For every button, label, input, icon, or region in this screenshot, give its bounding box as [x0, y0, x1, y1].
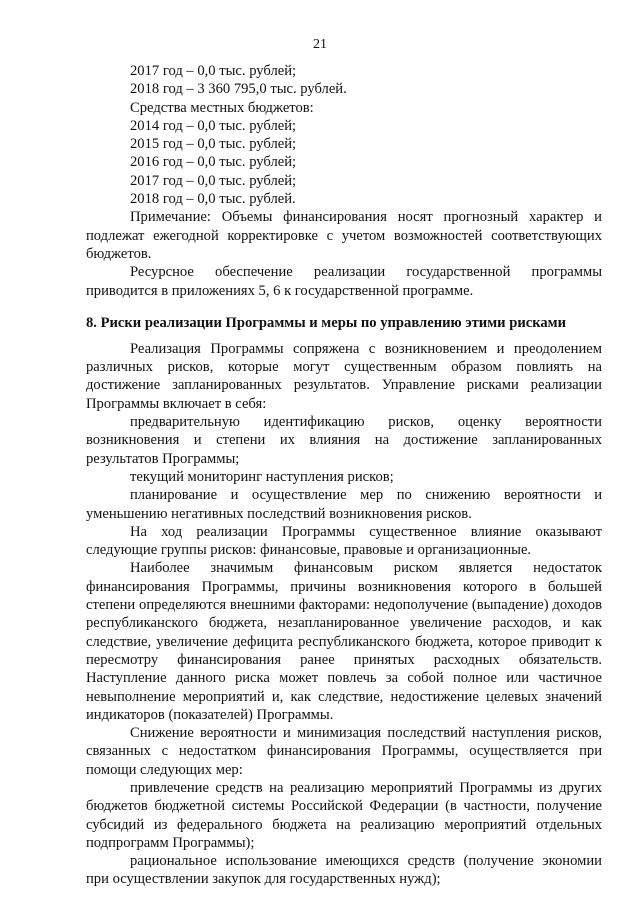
body-paragraph: Реализация Программы сопряжена с возникновением и преодолением различных рисков, которые могут существенным образом повлиять на достижение запланированных результатов. Управление рисками реализации Программы включает в себя:: [86, 340, 602, 412]
body-paragraph: рациональное использование имеющихся средств (получение экономии при осуществлении закупок для государственных нужд);: [86, 853, 602, 888]
body-paragraph: текущий мониторинг наступления рисков;: [130, 468, 394, 485]
body-paragraph: Наиболее значимым финансовым риском является недостаток финансирования Программы, причины возникновения которого в большей степени определяются внешними факторами: недополучение (выпадение) доходов республиканского бюджета, незапланированное увеличение расходов, и как следствие, увеличение дефицита республиканского бюджета, которое приводит к пересмотру финансирования ранее принятых расходных обязательств. Наступление данного риска может повлечь за собой полное или частичное невыполнение мероприятий и, как следствие, недостижение целевых значений индикаторов (показателей) Программы.: [86, 560, 602, 723]
body-paragraph: предварительную идентификацию рисков, оценку вероятности возникновения и степени их влияния на достижение запланированных результатов Программы;: [86, 414, 602, 467]
funding-line: 2017 год – 0,0 тыс. рублей;: [130, 63, 297, 79]
body-paragraph: планирование и осуществление мер по снижению вероятности и уменьшению негативных последствий возникновения рисков.: [86, 487, 602, 522]
document-body: [86, 62, 602, 889]
funding-subheading: Средства местных бюджетов:: [130, 99, 314, 116]
funding-line: 2018 год – 0,0 тыс. рублей.: [130, 191, 296, 208]
body-paragraph: привлечение средств на реализацию мероприятий Программы из других бюджетов бюджетной системы Российской Федерации (в частности, получение субсидий из федерального бюджета на реализацию мероприятий отдельных подпрограмм Программы);: [86, 779, 602, 851]
funding-line: 2016 год – 0,0 тыс. рублей;: [130, 154, 297, 171]
funding-line: 2018 год – 3 360 795,0 тыс. рублей.: [130, 81, 347, 98]
funding-line: 2014 год – 0,0 тыс. рублей;: [130, 117, 297, 134]
body-paragraph: На ход реализации Программы существенное влияние оказывают следующие группы рисков: финансовые, правовые и организационные.: [86, 523, 602, 559]
page-number: 21: [313, 37, 327, 52]
body-paragraph: Снижение вероятности и минимизация последствий наступления рисков, связанных с недостатком финансирования Программы, осуществляется при помощи следующих мер:: [86, 725, 602, 778]
resources-paragraph: Ресурсное обеспечение реализации государственной программы приводится в приложениях 5, 6 к государственной программе.: [86, 264, 602, 299]
funding-line: 2017 год – 0,0 тыс. рублей;: [130, 172, 297, 189]
funding-line: 2015 год – 0,0 тыс. рублей;: [130, 136, 297, 153]
note-paragraph: Примечание: Объемы финансирования носят прогнозный характер и подлежат ежегодной корректировке с учетом возможностей соответствующих бюджетов.: [86, 209, 602, 262]
section-heading: 8. Риски реализации Программы и меры по управлению этими рисками: [86, 314, 567, 331]
